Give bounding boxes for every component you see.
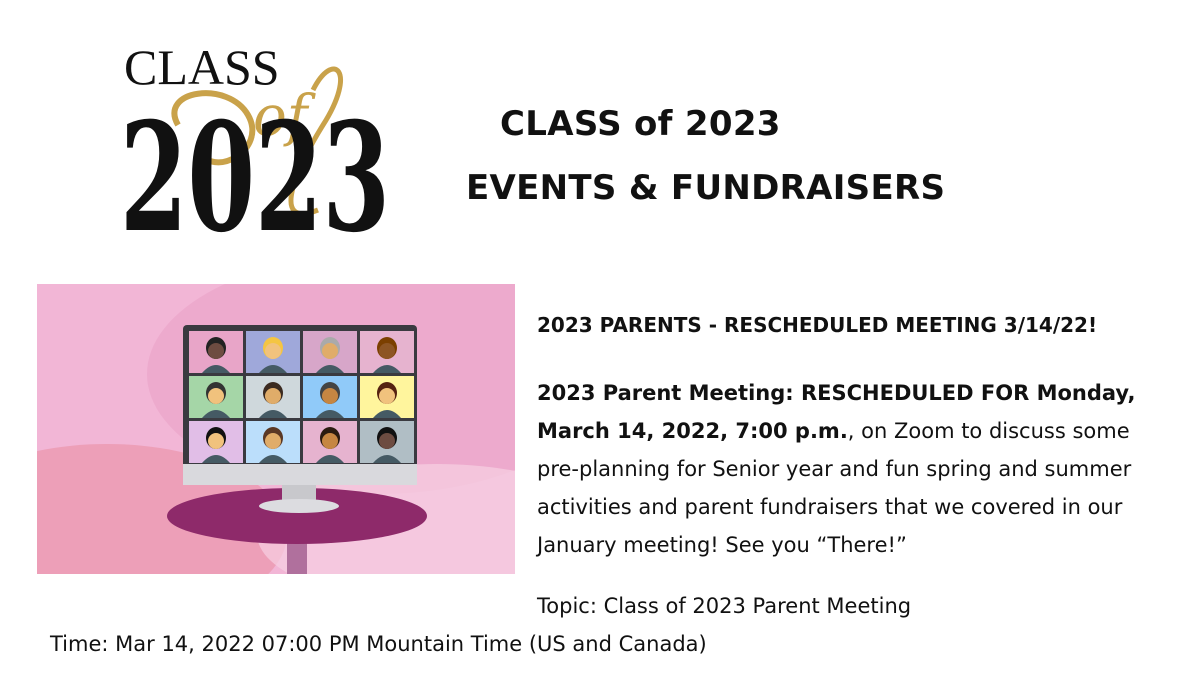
participant-tile: [246, 331, 300, 373]
participant-tile: [303, 421, 357, 463]
meeting-time: Time: Mar 14, 2022 07:00 PM Mountain Time (US and Canada): [50, 632, 707, 656]
participant-tile: [189, 331, 243, 373]
page-subtitle: EVENTS & FUNDRAISERS: [466, 168, 946, 208]
participant-tile: [303, 376, 357, 418]
participant-tile: [246, 376, 300, 418]
logo-class-text: CLASS: [124, 39, 280, 95]
meeting-description: [537, 374, 1149, 564]
participant-tile: [246, 421, 300, 463]
logo-of-text: of: [253, 84, 308, 149]
participant-tile: [360, 331, 414, 373]
meeting-bold-lead: 2023 Parent Meeting: RESCHEDULED FOR Monday, March 14, 2022, 7:00 p.m.: [537, 381, 1136, 443]
meeting-topic: Topic: Class of 2023 Parent Meeting: [537, 594, 912, 618]
meeting-title: 2023 PARENTS - RESCHEDULED MEETING 3/14/22!: [537, 313, 1098, 337]
class-of-2023-logo: [118, 30, 393, 255]
participant-tile: [189, 421, 243, 463]
meeting-body-text: , on Zoom to discuss some pre-planning for Senior year and fun spring and summer activities and parent fundraisers that we covered in our January meeting! See you “There!”: [537, 419, 1132, 557]
video-conference-illustration: [37, 284, 515, 574]
participant-tile: [189, 376, 243, 418]
participant-tile: [303, 331, 357, 373]
participant-tile: [360, 376, 414, 418]
logo-year-text: 2023: [120, 90, 390, 255]
participant-tile: [360, 421, 414, 463]
page-title: CLASS of 2023: [500, 104, 781, 144]
